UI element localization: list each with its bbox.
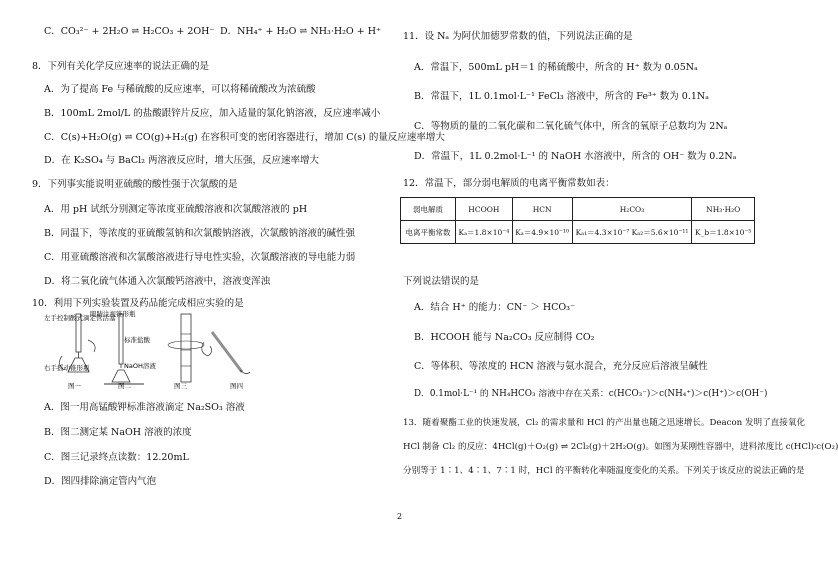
q13-line-2: HCl 制备 Cl₂ 的反应：4HCl(g)＋O₂(g) ⇌ 2Cl₂(g)＋2H₂O(g)。如图为某刚性容器中，进料浓度比 c(HCl)∶c(O₂) [403, 442, 838, 452]
q11-stem: 11．设 Nₐ 为阿伏加德罗常数的值，下列说法正确的是 [403, 31, 633, 42]
figure-3-burette-scale [168, 314, 204, 382]
table-cell: 弱电解质 [401, 198, 456, 221]
fig-label-left-hand: 左手控制酸式滴定管活塞 [44, 314, 116, 322]
q7-option-d: D．NH₄⁺ + H₂O ⇌ NH₃·H₂O + H⁺ [220, 26, 382, 37]
table-cell: K_b＝1.8×10⁻⁵ [692, 221, 755, 244]
q9-stem: 9．下列事实能说明亚硫酸的酸性强于次氯酸的是 [32, 179, 238, 190]
q13-line-1: 13．随着聚酯工业的快速发展，Cl₂ 的需求量和 HCl 的产出量也随之迅速增长。Deacon 发明了直接氧化 [403, 418, 806, 428]
q9-option-c: C．用亚硫酸溶液和次氯酸溶液进行导电性实验，次氯酸溶液的导电能力弱 [44, 252, 356, 263]
q9-option-b: B．同温下，等浓度的亚硫酸氢钠和次氯酸钠溶液，次氯酸钠溶液的碱性强 [44, 228, 355, 239]
fig-label-naoh: NaOH溶液 [124, 362, 156, 370]
table-cell: Kₐ＝4.9×10⁻¹⁰ [512, 221, 572, 244]
q12-follow: 下列说法错误的是 [403, 276, 480, 287]
table-row [401, 221, 755, 244]
table-cell: HCOOH [456, 198, 513, 221]
q12-option-b: B．HCOOH 能与 Na₂CO₃ 反应制得 CO₂ [414, 332, 595, 343]
figure-4-bubble-removal [202, 332, 250, 374]
table-cell: HCN [512, 198, 572, 221]
q10-option-d: D．图四排除滴定管内气泡 [44, 476, 157, 487]
q8-stem: 8．下列有关化学反应速率的说法正确的是 [32, 61, 210, 72]
table-cell: 电离平衡常数 [401, 221, 456, 244]
page-number: 2 [397, 512, 403, 521]
q12-option-a: A．结合 H⁺ 的能力：CN⁻ ＞ HCO₃⁻ [414, 302, 575, 313]
fig-label-eye: 眼睛注视锥形瓶 [90, 310, 136, 318]
q9-option-d: D．将二氧化硫气体通入次氯酸钙溶液中，溶液变浑浊 [44, 276, 271, 287]
q10-option-a: A．图一用高锰酸钾标准溶液滴定 Na₂SO₃ 溶液 [44, 402, 245, 413]
q13-line-3: 分别等于 1∶1、4∶1、7∶1 时，HCl 的平衡转化率随温度变化的关系。下列关于该反应的说法正确的是 [403, 466, 805, 476]
q8-option-c: C．C(s)+H₂O(g) ⇌ CO(g)+H₂(g) 在容积可变的密闭容器进行，增加 C(s) 的量反应速率增大 [44, 132, 445, 143]
table-header-row [401, 198, 755, 221]
q11-option-a: A．常温下，500mL pH＝1 的稀硫酸中，所含的 H⁺ 数为 0.05Nₐ [414, 62, 698, 73]
q12-option-c: C．等体积、等浓度的 HCN 溶液与氨水混合，充分反应后溶液呈碱性 [414, 361, 708, 372]
fig-caption-4: 图四 [230, 382, 243, 390]
table-cell: H₂CO₃ [572, 198, 692, 221]
fig-label-hcl: 标准盐酸 [124, 336, 150, 344]
q11-option-c: C．等物质的量的二氧化碳和二氧化硫气体中，所含的氧原子总数均为 2Nₐ [414, 121, 728, 132]
q12-stem: 12．常温下，部分弱电解质的电离平衡常数如表： [403, 178, 615, 189]
fig-label-right-hand: 右手摇动锥形瓶 [44, 364, 90, 372]
q11-option-d: D．常温下，1L 0.2mol·L⁻¹ 的 NaOH 水溶液中，所含的 OH⁻ 数为 0.2Nₐ [414, 151, 737, 162]
q8-option-a: A．为了提高 Fe 与稀硫酸的反应速率，可以将稀硫酸改为浓硫酸 [44, 84, 316, 95]
q8-option-b: B．100mL 2mol/L 的盐酸跟锌片反应，加入适量的氯化钠溶液，反应速率减小 [44, 108, 381, 119]
figure-2-burettes [104, 314, 144, 384]
q8-option-d: D．在 K₂SO₄ 与 BaCl₂ 两溶液反应时，增大压强，反应速率增大 [44, 155, 319, 166]
fig-caption-3: 图三 [174, 382, 187, 390]
table-cell: NH₃·H₂O [692, 198, 755, 221]
table-cell: Kₐ₁＝4.3×10⁻⁷ Kₐ₂＝5.6×10⁻¹¹ [572, 221, 692, 244]
q7-option-c: C．CO₃²⁻ + 2H₂O ⇌ H₂CO₃ + 2OH⁻ [44, 26, 215, 37]
q9-option-a: A．用 pH 试纸分别测定等浓度亚硫酸溶液和次氯酸溶液的 pH [44, 204, 308, 215]
fig-caption-1: 图一 [68, 382, 81, 390]
q10-apparatus-figure [44, 312, 294, 390]
table-cell: Kₐ＝1.8×10⁻⁴ [456, 221, 513, 244]
q10-option-c: C．图三记录终点读数：12.20mL [44, 452, 189, 463]
ionization-constants-table [400, 197, 755, 244]
fig-caption-2: 图二 [118, 382, 131, 390]
q10-stem: 10．利用下列实验装置及药品能完成相应实验的是 [32, 298, 244, 309]
q10-option-b: B．图二测定某 NaOH 溶液的浓度 [44, 427, 192, 438]
q11-option-b: B．常温下，1L 0.1mol·L⁻¹ FeCl₃ 溶液中，所含的 Fe³⁺ 数为 0.1Nₐ [414, 91, 709, 102]
q12-option-d: D．0.1mol·L⁻¹ 的 NH₄HCO₃ 溶液中存在关系：c(HCO₃⁻)＞c(NH₄⁺)＞c(H⁺)＞c(OH⁻) [414, 389, 768, 399]
